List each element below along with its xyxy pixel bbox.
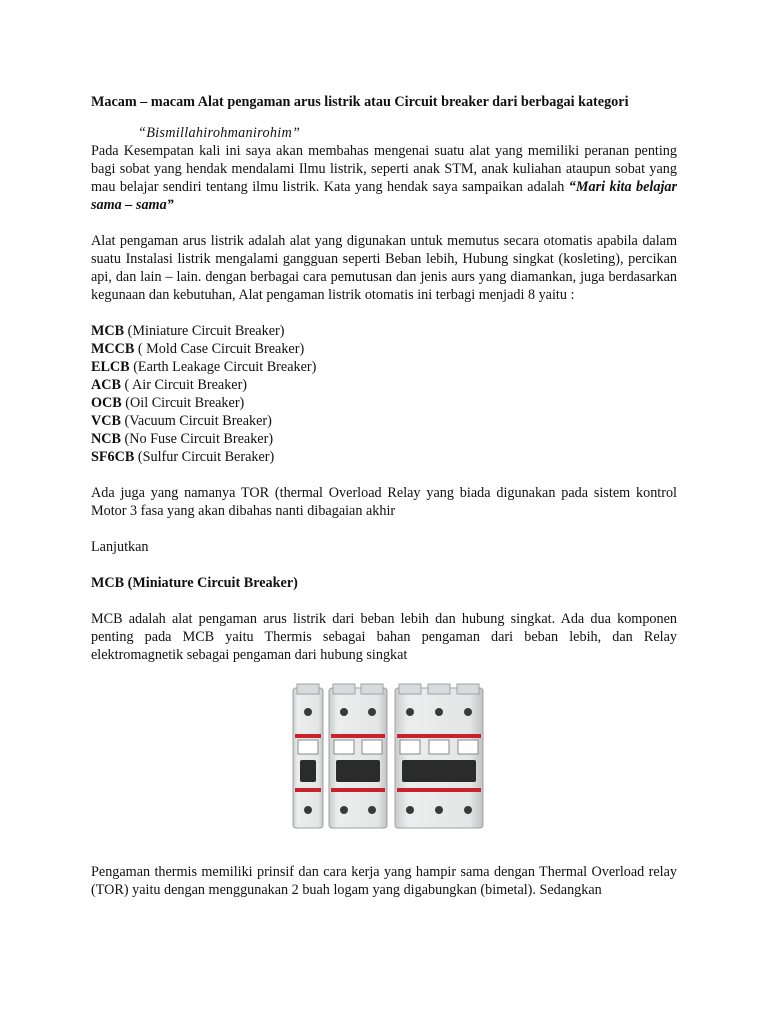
list-item [91, 448, 677, 466]
breaker-desc: ( Mold Case Circuit Breaker) [134, 341, 305, 357]
definition-paragraph: Alat pengaman arus listrik adalah alat yang digunakan untuk memutus secara otomatis apabila dalam suatu Instalasi listrik mengalami gangguan seperti Beban lebih, Hubung singkat (kosleting), percikan api, dan lain – lain. dengan berbagai cara pemutusan dan jenis aurs yang diamankan, juga berdasarkan kegunaan dan kebutuhan, Alat pengaman listrik otomatis ini terbagi menjadi 8 yaitu : [91, 233, 677, 303]
mcb-product-photo [289, 682, 499, 840]
list-item [91, 376, 677, 394]
continue-text: Lanjutkan [91, 539, 149, 555]
intro-text: Pada Kesempatan kali ini saya akan membahas mengenai suatu alat yang memiliki peranan penting bagi sobat yang hendak mendalami Ilmu listrik, seperti anak STM, anak kuliahan ataupun sobat yang mau belajar sendiri tentang ilmu listrik. Kata yang hendak saya sampaikan adalah [91, 143, 677, 195]
breaker-desc: (Earth Leakage Circuit Breaker) [129, 359, 317, 375]
list-item [91, 358, 677, 376]
breaker-abbr: OCB [91, 395, 122, 411]
breaker-desc: (No Fuse Circuit Breaker) [120, 431, 274, 447]
breaker-desc: ( Air Circuit Breaker) [120, 377, 248, 393]
breaker-desc: (Sulfur Circuit Beraker) [134, 449, 275, 465]
intro-emphasis: “Mari kita belajar sama – sama” [91, 179, 677, 213]
mcb-photo-illustration [289, 682, 499, 840]
document-body [91, 93, 677, 899]
breaker-desc: (Vacuum Circuit Breaker) [120, 413, 272, 429]
breaker-abbr: NCB [91, 431, 121, 447]
list-item [91, 394, 677, 412]
breaker-abbr: VCB [91, 413, 121, 429]
breaker-list [91, 322, 677, 466]
list-item [91, 340, 677, 358]
breaker-abbr: MCCB [91, 341, 135, 357]
mcb-heading: MCB (Miniature Circuit Breaker) [91, 575, 298, 591]
mcb-2pole [329, 684, 387, 828]
intro-paragraph [91, 142, 677, 214]
document-title: Macam – macam Alat pengaman arus listrik atau Circuit breaker dari berbagai kategori [91, 94, 629, 110]
breaker-desc: (Oil Circuit Breaker) [121, 395, 245, 411]
breaker-abbr: ACB [91, 377, 121, 393]
list-item [91, 430, 677, 448]
mcb-1pole [293, 684, 323, 828]
mcb-3pole [395, 684, 483, 828]
breaker-abbr: SF6CB [91, 449, 135, 465]
thermal-paragraph: Pengaman thermis memiliki prinsif dan cara kerja yang hampir sama dengan Thermal Overload relay (TOR) yaitu dengan menggunakan 2 buah logam yang digabungkan (bimetal). Sedangkan [91, 864, 677, 898]
list-item [91, 322, 677, 340]
breaker-desc: (Miniature Circuit Breaker) [124, 323, 285, 339]
tor-paragraph: Ada juga yang namanya TOR (thermal Overload Relay yang biada digunakan pada sistem kontrol Motor 3 fasa yang akan dibahas nanti dibagaian akhir [91, 485, 677, 519]
mcb-paragraph: MCB adalah alat pengaman arus listrik dari beban lebih dan hubung singkat. Ada dua komponen penting pada MCB yaitu Thermis sebagai bahan pengaman dari beban lebih, dan Relay elektromagnetik sebagai pengaman dari hubung singkat [91, 611, 677, 663]
list-item [91, 412, 677, 430]
breaker-abbr: ELCB [91, 359, 130, 375]
basmalah: “Bismillahirohmanirohim” [138, 125, 301, 141]
breaker-abbr: MCB [91, 323, 125, 339]
